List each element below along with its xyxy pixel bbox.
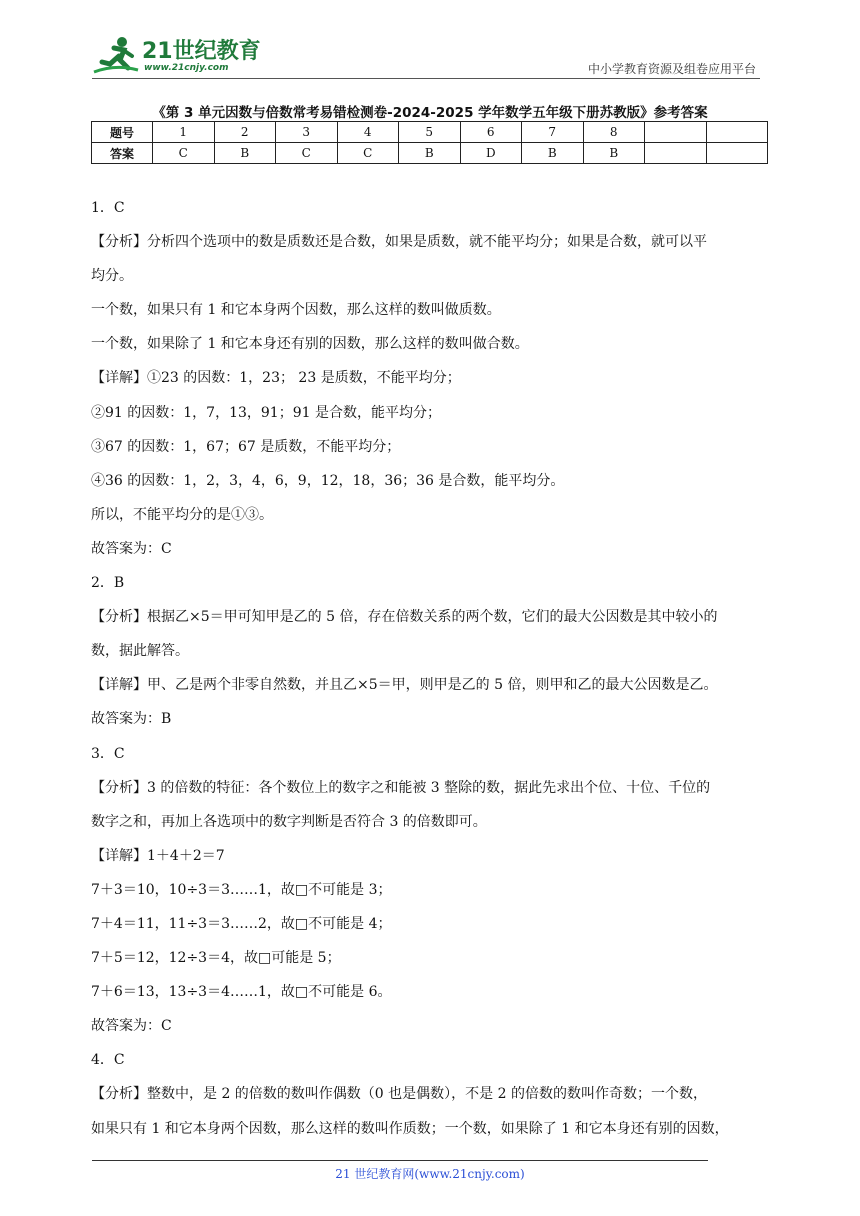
footer-link[interactable]: 21 世纪教育网(www.21cnjy.com) xyxy=(335,1167,525,1181)
row-label-answer: 答案 xyxy=(92,143,153,164)
table-cell xyxy=(706,122,768,143)
text-line: 7＋6＝13，13÷3＝4……1，故□不可能是 6。 xyxy=(91,984,392,1001)
text-line: 7＋4＝11，11÷3＝3……2，故□不可能是 4； xyxy=(91,915,392,932)
table-cell: 7 xyxy=(522,122,584,143)
logo-url-text: www.21cnjy.com xyxy=(144,63,229,73)
text-line: 【详解】①23 的因数：1，23； 23 是质数，不能平均分； xyxy=(91,370,461,387)
logo-brand-text: 21世纪教育 xyxy=(142,39,261,64)
table-row-answers xyxy=(92,143,768,164)
table-cell xyxy=(645,122,707,143)
table-cell: 5 xyxy=(399,122,461,143)
site-logo xyxy=(92,34,262,78)
platform-name: 中小学教育资源及组卷应用平台 xyxy=(587,62,756,76)
text-line: 【详解】甲、乙是两个非零自然数，并且乙×5＝甲，则甲是乙的 5 倍，则甲和乙的最大公因数是乙。 xyxy=(91,677,718,694)
text-line: 一个数，如果只有 1 和它本身两个因数，那么这样的数叫做质数。 xyxy=(91,302,501,319)
text-line: 故答案为：C xyxy=(91,540,172,557)
text-line: 所以，不能平均分的是①③。 xyxy=(91,506,273,523)
text-line: 4．C xyxy=(91,1052,125,1069)
table-cell: C xyxy=(276,143,338,164)
text-line: 【分析】根据乙×5＝甲可知甲是乙的 5 倍，存在倍数关系的两个数，它们的最大公因数是其中较小的 xyxy=(91,609,718,626)
table-cell xyxy=(645,143,707,164)
text-line: 2．B xyxy=(91,575,125,592)
text-line: 数字之和，再加上各选项中的数字判断是否符合 3 的倍数即可。 xyxy=(91,813,487,830)
table-cell: 4 xyxy=(337,122,399,143)
document-title: 《第 3 单元因数与倍数常考易错检测卷-2024-2025 学年数学五年级下册苏教版》参考答案 xyxy=(152,105,708,121)
text-line: 【详解】1＋4＋2＝7 xyxy=(91,847,225,864)
text-line: 故答案为：C xyxy=(91,1018,172,1035)
text-line: 均分。 xyxy=(91,268,133,285)
text-line: 7＋3＝10，10÷3＝3……1，故□不可能是 3； xyxy=(91,881,392,898)
text-line: 3．C xyxy=(91,745,125,762)
text-line: 【分析】整数中，是 2 的倍数的数叫作偶数（0 也是偶数），不是 2 的倍数的数叫作奇数；一个数， xyxy=(91,1086,707,1103)
table-row-question-numbers xyxy=(92,122,768,143)
table-cell: B xyxy=(583,143,645,164)
text-line: ③67 的因数：1，67；67 是质数，不能平均分； xyxy=(91,438,401,455)
text-line: 【分析】分析四个选项中的数是质数还是合数，如果是质数，就不能平均分；如果是合数，就可以平 xyxy=(91,234,707,251)
text-line: 7＋5＝12，12÷3＝4，故□可能是 5； xyxy=(91,950,341,967)
table-cell: 2 xyxy=(214,122,276,143)
table-cell: B xyxy=(522,143,584,164)
text-line: 故答案为：B xyxy=(91,711,172,728)
table-cell: B xyxy=(214,143,276,164)
row-label-number: 题号 xyxy=(92,122,153,143)
table-cell: 1 xyxy=(153,122,215,143)
text-line: 【分析】3 的倍数的特征：各个数位上的数字之和能被 3 整除的数，据此先求出个位、十位、千位的 xyxy=(91,779,711,796)
runner-logo-icon xyxy=(92,36,140,76)
text-line: 如果只有 1 和它本身两个因数，那么这样的数叫作质数；一个数，如果除了 1 和它本身还有别的因数， xyxy=(91,1120,729,1137)
table-cell: 3 xyxy=(276,122,338,143)
table-cell: C xyxy=(153,143,215,164)
text-line: 一个数，如果除了 1 和它本身还有别的因数，那么这样的数叫做合数。 xyxy=(91,336,529,353)
table-cell: 8 xyxy=(583,122,645,143)
table-cell xyxy=(706,143,768,164)
footer-divider xyxy=(92,1160,708,1161)
table-cell: C xyxy=(337,143,399,164)
answer-table xyxy=(91,121,768,164)
table-cell: 6 xyxy=(460,122,522,143)
header-divider xyxy=(92,78,760,79)
table-cell: D xyxy=(460,143,522,164)
text-line: 数，据此解答。 xyxy=(91,643,189,660)
page-header xyxy=(92,30,760,78)
table-cell: B xyxy=(399,143,461,164)
text-line: ②91 的因数：1，7，13，91；91 是合数，能平均分； xyxy=(91,404,441,421)
text-line: ④36 的因数：1，2，3，4，6，9，12，18，36；36 是合数，能平均分。 xyxy=(91,472,565,489)
answer-explanations xyxy=(91,196,771,1151)
text-line: 1．C xyxy=(91,200,125,216)
